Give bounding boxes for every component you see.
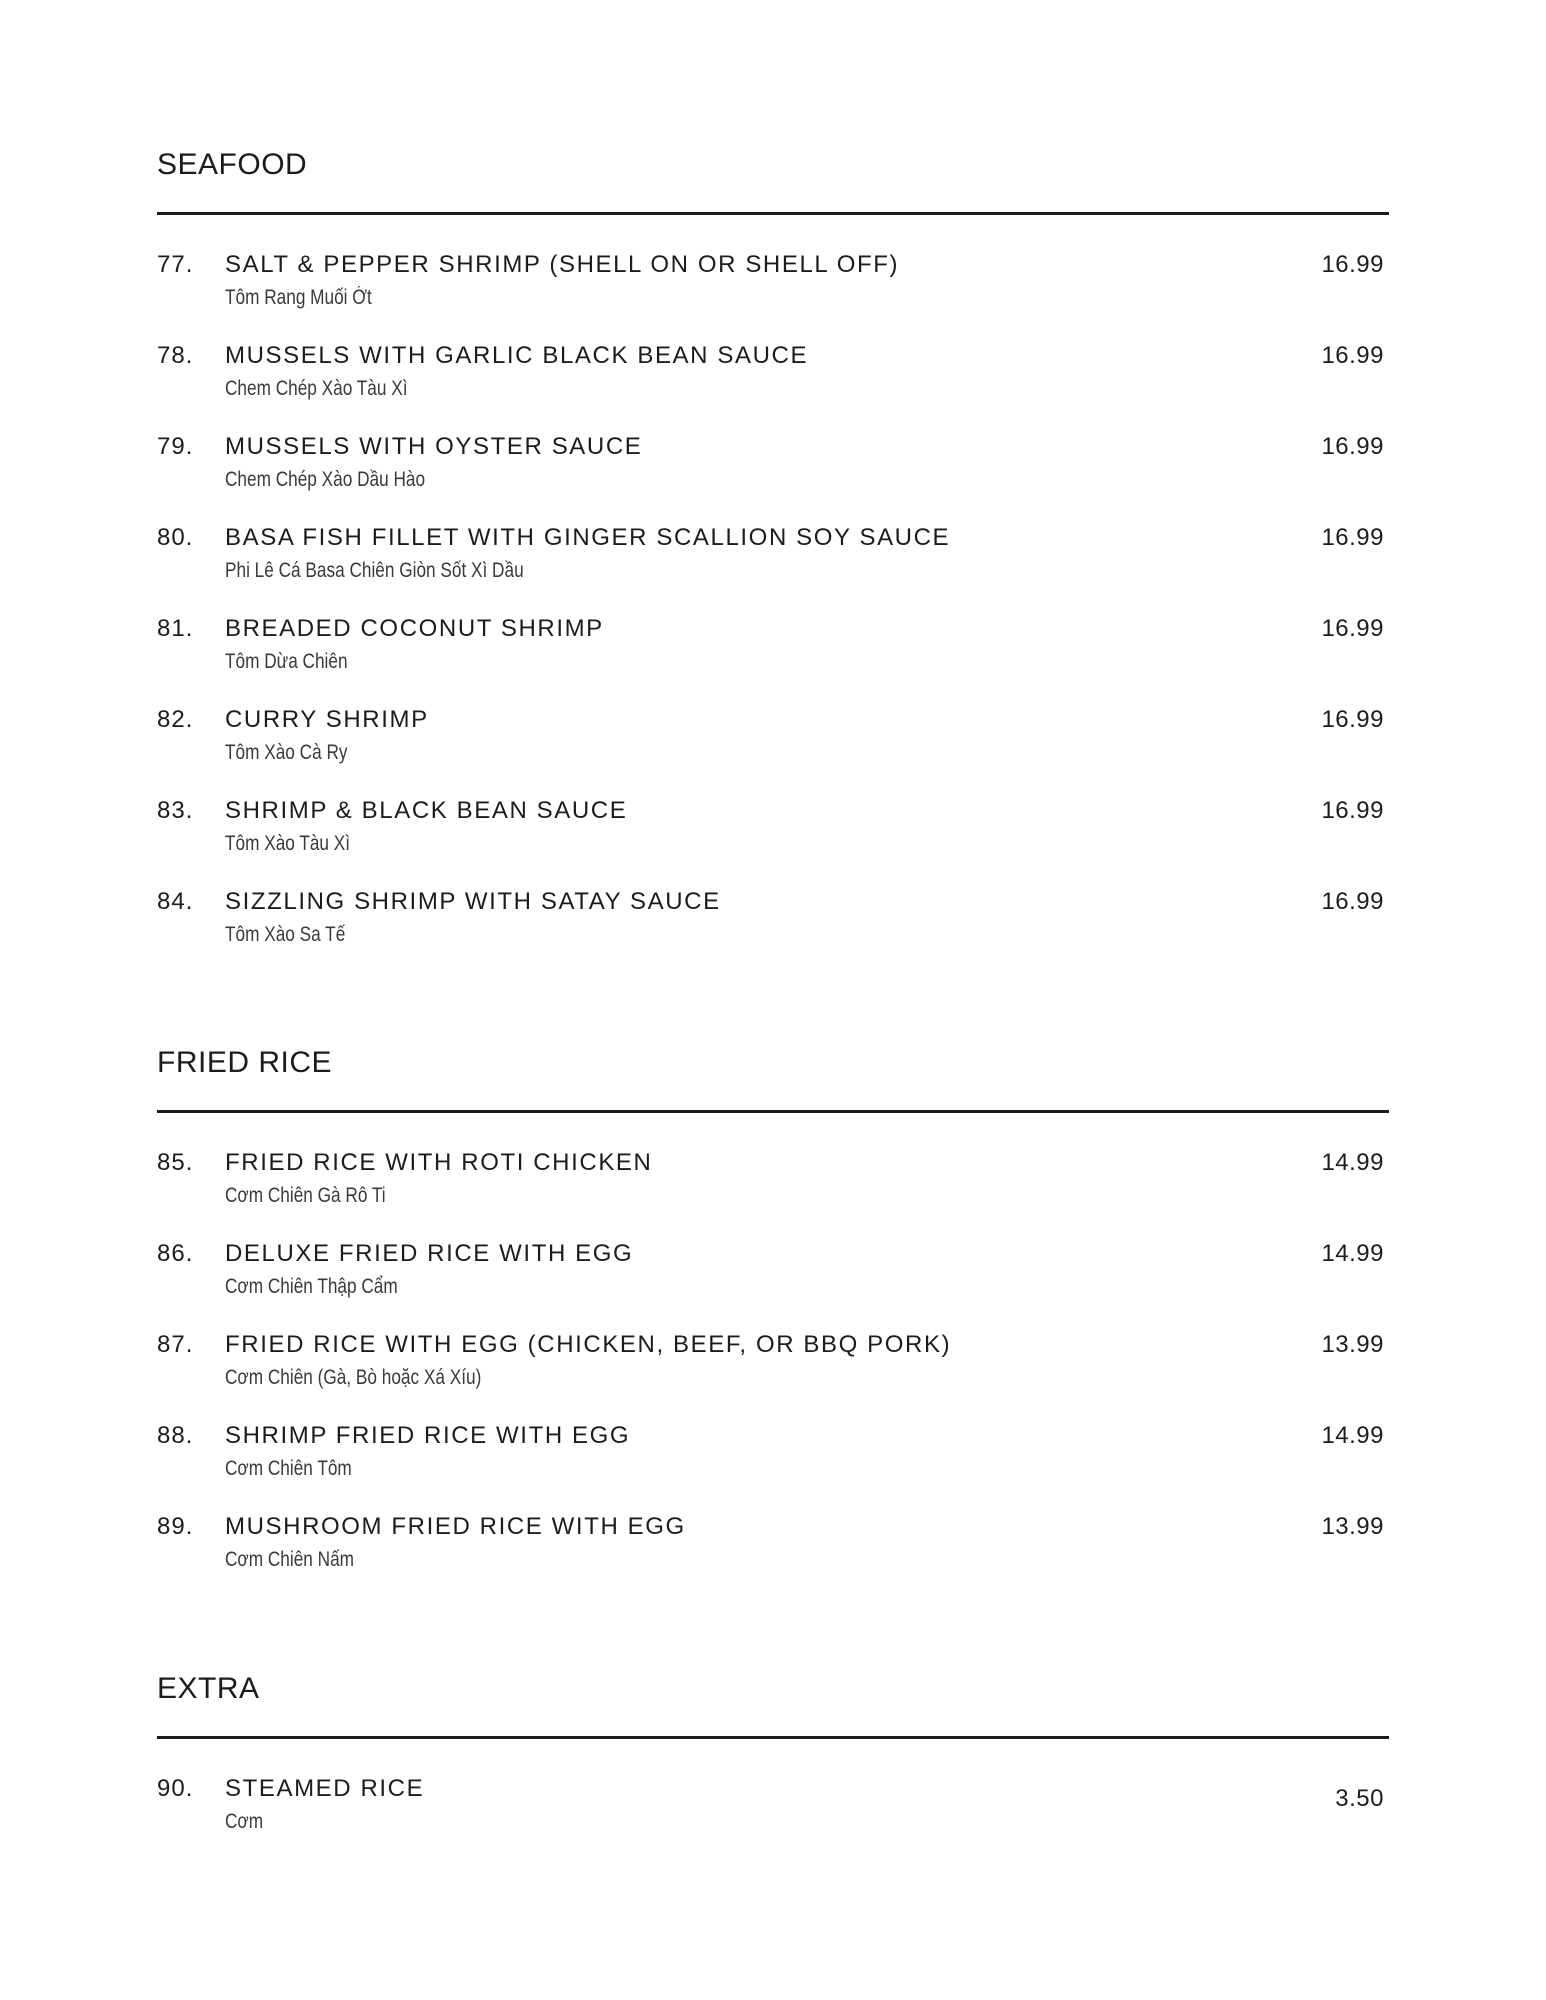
item-vietnamese-name: Chem Chép Xào Tàu Xì <box>225 377 408 400</box>
item-vietnamese-name: Tôm Rang Muối Ớt <box>225 286 372 309</box>
item-vietnamese-name: Cơm Chiên Nấm <box>225 1548 354 1571</box>
item-price: 16.99 <box>1321 706 1384 733</box>
item-vietnamese-name: Tôm Xào Sa Tế <box>225 923 346 946</box>
item-number: 88. <box>157 1422 194 1449</box>
item-price: 16.99 <box>1321 524 1384 551</box>
menu-item <box>157 253 1389 333</box>
item-name: SHRIMP & BLACK BEAN SAUCE <box>225 797 628 824</box>
item-number: 78. <box>157 342 194 369</box>
item-price: 13.99 <box>1321 1331 1384 1358</box>
item-name: MUSSELS WITH GARLIC BLACK BEAN SAUCE <box>225 342 809 369</box>
menu-item <box>157 617 1389 697</box>
item-vietnamese-name: Tôm Xào Tàu Xì <box>225 832 351 855</box>
menu-item <box>157 1424 1389 1504</box>
menu-item <box>157 526 1389 606</box>
item-name: SIZZLING SHRIMP WITH SATAY SAUCE <box>225 888 721 915</box>
menu-item <box>157 435 1389 515</box>
item-number: 83. <box>157 797 194 824</box>
item-price: 14.99 <box>1321 1240 1384 1267</box>
item-name: CURRY SHRIMP <box>225 706 429 733</box>
item-vietnamese-name: Cơm Chiên Tôm <box>225 1457 352 1480</box>
item-name: FRIED RICE WITH EGG (CHICKEN, BEEF, OR BBQ PORK) <box>225 1331 952 1358</box>
item-vietnamese-name: Tôm Dừa Chiên <box>225 650 348 673</box>
item-name: STEAMED RICE <box>225 1775 425 1802</box>
item-price: 14.99 <box>1321 1422 1384 1449</box>
item-price: 16.99 <box>1321 342 1384 369</box>
section-title: EXTRA <box>157 1672 260 1705</box>
item-number: 84. <box>157 888 194 915</box>
item-price: 14.99 <box>1321 1149 1384 1176</box>
section-divider <box>157 212 1389 215</box>
item-name: FRIED RICE WITH ROTI CHICKEN <box>225 1149 653 1176</box>
item-number: 79. <box>157 433 194 460</box>
item-name: BASA FISH FILLET WITH GINGER SCALLION SOY SAUCE <box>225 524 951 551</box>
item-name: BREADED COCONUT SHRIMP <box>225 615 604 642</box>
item-vietnamese-name: Cơm Chiên (Gà, Bò hoặc Xá Xíu) <box>225 1366 482 1389</box>
item-price: 16.99 <box>1321 433 1384 460</box>
item-vietnamese-name: Tôm Xào Cà Ry <box>225 741 348 764</box>
menu-item <box>157 344 1389 424</box>
item-price: 13.99 <box>1321 1513 1384 1540</box>
item-price: 3.50 <box>1335 1785 1384 1812</box>
item-number: 85. <box>157 1149 194 1176</box>
item-number: 86. <box>157 1240 194 1267</box>
item-name: DELUXE FRIED RICE WITH EGG <box>225 1240 634 1267</box>
item-name: MUSHROOM FRIED RICE WITH EGG <box>225 1513 686 1540</box>
item-price: 16.99 <box>1321 797 1384 824</box>
menu-item <box>157 1777 1389 1857</box>
item-price: 16.99 <box>1321 615 1384 642</box>
item-name: SALT & PEPPER SHRIMP (SHELL ON OR SHELL OFF) <box>225 251 900 278</box>
item-name: SHRIMP FRIED RICE WITH EGG <box>225 1422 631 1449</box>
menu-item <box>157 1333 1389 1413</box>
item-number: 81. <box>157 615 194 642</box>
item-vietnamese-name: Cơm Chiên Gà Rô Ti <box>225 1184 386 1207</box>
item-number: 90. <box>157 1775 194 1802</box>
menu-item <box>157 799 1389 879</box>
item-number: 87. <box>157 1331 194 1358</box>
section-divider <box>157 1110 1389 1113</box>
item-vietnamese-name: Cơm <box>225 1810 264 1833</box>
menu-item <box>157 708 1389 788</box>
item-number: 77. <box>157 251 194 278</box>
section-title: FRIED RICE <box>157 1046 333 1079</box>
item-name: MUSSELS WITH OYSTER SAUCE <box>225 433 643 460</box>
item-number: 82. <box>157 706 194 733</box>
menu-item <box>157 1151 1389 1231</box>
item-number: 80. <box>157 524 194 551</box>
item-price: 16.99 <box>1321 251 1384 278</box>
item-vietnamese-name: Cơm Chiên Thập Cẩm <box>225 1275 398 1298</box>
item-price: 16.99 <box>1321 888 1384 915</box>
item-vietnamese-name: Chem Chép Xào Dầu Hào <box>225 468 426 491</box>
menu-item <box>157 1242 1389 1322</box>
section-title: SEAFOOD <box>157 148 308 181</box>
section-divider <box>157 1736 1389 1739</box>
item-vietnamese-name: Phi Lê Cá Basa Chiên Giòn Sốt Xì Dầu <box>225 559 524 582</box>
item-number: 89. <box>157 1513 194 1540</box>
menu-item <box>157 1515 1389 1595</box>
menu-item <box>157 890 1389 970</box>
